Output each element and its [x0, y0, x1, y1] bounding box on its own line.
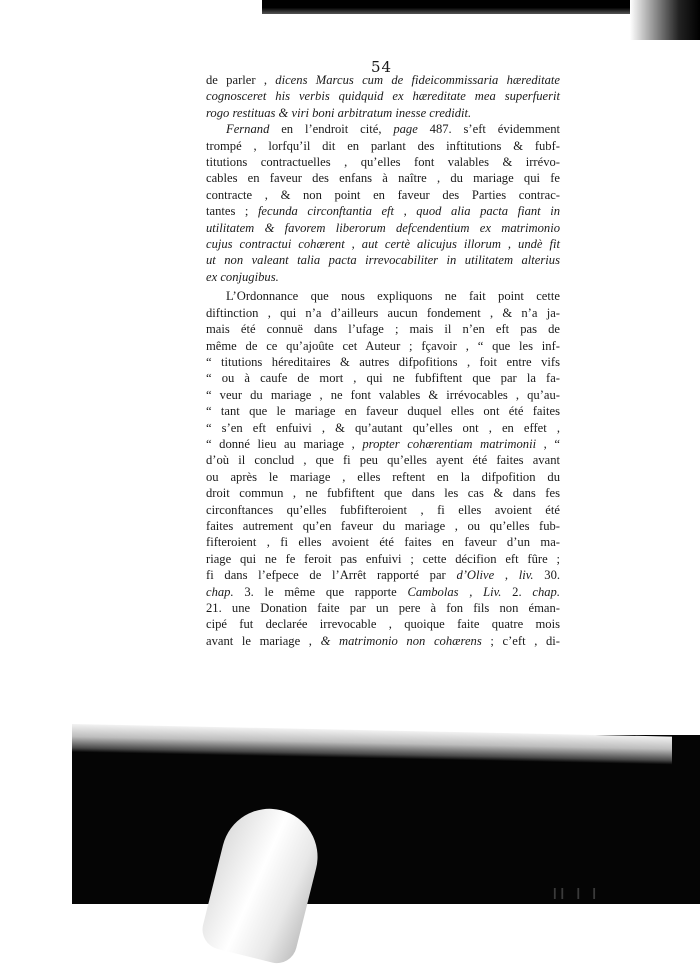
italic-text: ex conjugibus.	[206, 269, 279, 284]
text-line	[206, 551, 560, 567]
text-line	[206, 420, 560, 436]
text-segment: ; c’eft , di-	[481, 633, 560, 648]
text-segment: “ donné lieu au mariage ,	[206, 436, 363, 451]
text-segment: de parler ,	[206, 73, 276, 87]
text-segment: contracte , & non point en faveur des Parties contrac-	[206, 187, 560, 202]
italic-text: ut non valeant talia pacta irrevocabiliter in utilitatem alterius	[206, 253, 560, 268]
text-line	[206, 534, 560, 550]
text-line	[206, 485, 560, 501]
text-line	[206, 288, 560, 304]
text-line	[206, 633, 560, 649]
text-segment: mais été connuë dans l’ufage ; mais il n’en eft pas de	[206, 322, 560, 337]
text-line	[206, 220, 560, 236]
text-segment: 30.	[533, 568, 561, 583]
text-segment: d’où il conclud , que fi peu qu’elles ayent été faites avant	[206, 453, 560, 468]
text-segment: L’Ordonnance que nous expliquons ne fait point cette	[226, 289, 560, 304]
italic-text: page	[393, 122, 418, 137]
text-line	[206, 403, 560, 419]
italic-text: rogo restituas & viri boni arbitratum inesse credidit.	[206, 105, 472, 120]
text-segment: “ veur du mariage , ne font valables & irrévocables , qu’au-	[206, 387, 560, 402]
text-line	[206, 387, 560, 403]
text-line	[206, 187, 560, 203]
italic-text: utilitatem & favorem liberorum defcendentium ex matrimonio	[206, 220, 560, 235]
edge-marks: ıı ı ı	[552, 880, 599, 904]
italic-text: fecunda circonftantia eft , quod alia pacta fiant in	[257, 204, 561, 219]
text-segment: en l’endroit cité,	[269, 122, 394, 137]
text-line	[206, 338, 560, 354]
italic-text: dicens Marcus cum de fideicommissaria hæreditate	[275, 73, 560, 87]
text-line	[206, 616, 560, 632]
text-line	[206, 469, 560, 485]
text-segment: cipé fut declarée irrevocable , quoique faite quatre mois	[206, 617, 560, 632]
text-line	[206, 502, 560, 518]
text-segment: ou après le mariage , elles reftent en la difpofition du	[206, 469, 560, 484]
text-segment: fifteroient , fi elles avoient été faites en faveur d’un ma-	[206, 535, 560, 550]
text-segment: même de ce qu’ajoûte cet Auteur ; fçavoir , “ que les inf-	[206, 338, 560, 353]
text-segment: 21. une Donation faite par un pere à fon fils non éman-	[206, 601, 560, 615]
text-segment: cables en faveur des enfans à naître , du mariage qui fe	[206, 171, 560, 186]
italic-text: chap.	[206, 584, 234, 599]
text-segment: , “	[536, 436, 560, 451]
text-line	[206, 452, 560, 468]
italic-text: cujus contractui cohærent , aut certè alicujus illorum , undè fit	[206, 237, 560, 252]
text-segment: titutions contractuelles , qu’elles font valables & irrévo-	[206, 155, 560, 170]
book-page	[196, 58, 568, 678]
page-body-text	[206, 72, 560, 649]
text-line	[206, 138, 560, 154]
text-segment: diftinction , qui n’a d’ailleurs aucun fondement , & n’a ja-	[206, 305, 560, 320]
text-line	[206, 105, 560, 121]
text-segment: droit commun , ne fubfiftent que dans les cas & dans fes	[206, 486, 560, 501]
italic-text: Cambolas , Liv.	[407, 584, 502, 599]
text-segment: circonftances qu’elles fubfifteroient , fi elles avoient été	[206, 502, 560, 517]
text-segment: 487. s’eft évidemment	[417, 122, 560, 137]
text-line	[206, 236, 560, 252]
text-line	[206, 584, 560, 600]
text-line	[206, 567, 560, 583]
text-line	[206, 436, 560, 452]
text-segment: avant le mariage ,	[206, 633, 321, 648]
scan-corner-shadow	[630, 0, 700, 40]
text-segment: “ s’en eft enfuivi , & qu’autant qu’elles ont , en effet ,	[206, 420, 560, 435]
text-line	[206, 203, 560, 219]
text-line	[206, 600, 560, 616]
text-segment: 2.	[501, 584, 533, 599]
text-segment: riage qui ne fe feroit pas enfuivi ; cette décifion eft fûre ;	[206, 551, 560, 566]
text-line	[206, 121, 560, 137]
text-line	[206, 269, 560, 285]
italic-text: Fernand	[226, 122, 270, 137]
page-number: 54	[371, 58, 393, 76]
text-segment: tantes ;	[206, 204, 258, 219]
italic-text: & matrimonio non cohærens	[320, 633, 482, 648]
text-segment: “ titutions héreditaires & autres difpofitions , foit entre vifs	[206, 354, 560, 369]
text-line	[206, 252, 560, 268]
text-segment: “ ou à caufe de mort , qui ne fubfiftent que par la fa-	[206, 371, 560, 386]
italic-text: chap.	[532, 584, 560, 599]
italic-text: d’Olive , liv.	[456, 568, 534, 583]
text-line	[206, 88, 560, 104]
text-line	[206, 354, 560, 370]
text-segment: fi dans l’efpece de l’Arrêt rapporté par	[206, 568, 457, 583]
text-segment: 3. le même que rapporte	[233, 584, 408, 599]
text-line	[206, 154, 560, 170]
text-line	[206, 518, 560, 534]
text-line	[206, 72, 560, 88]
text-line	[206, 321, 560, 337]
italic-text: propter cohærentiam matrimonii	[362, 436, 537, 451]
text-line	[206, 370, 560, 386]
text-line	[206, 170, 560, 186]
text-line	[206, 305, 560, 321]
text-segment: trompé , lorfqu’il dit en parlant des inftitutions & fubf-	[206, 138, 560, 153]
text-segment: faites autrement qu’en faveur du mariage , ou qu’elles fub-	[206, 518, 560, 533]
text-segment: “ tant que le mariage en faveur duquel elles ont été faites	[206, 404, 560, 419]
italic-text: cognosceret his verbis quidquid ex hæreditate mea superfuerit	[206, 89, 560, 104]
